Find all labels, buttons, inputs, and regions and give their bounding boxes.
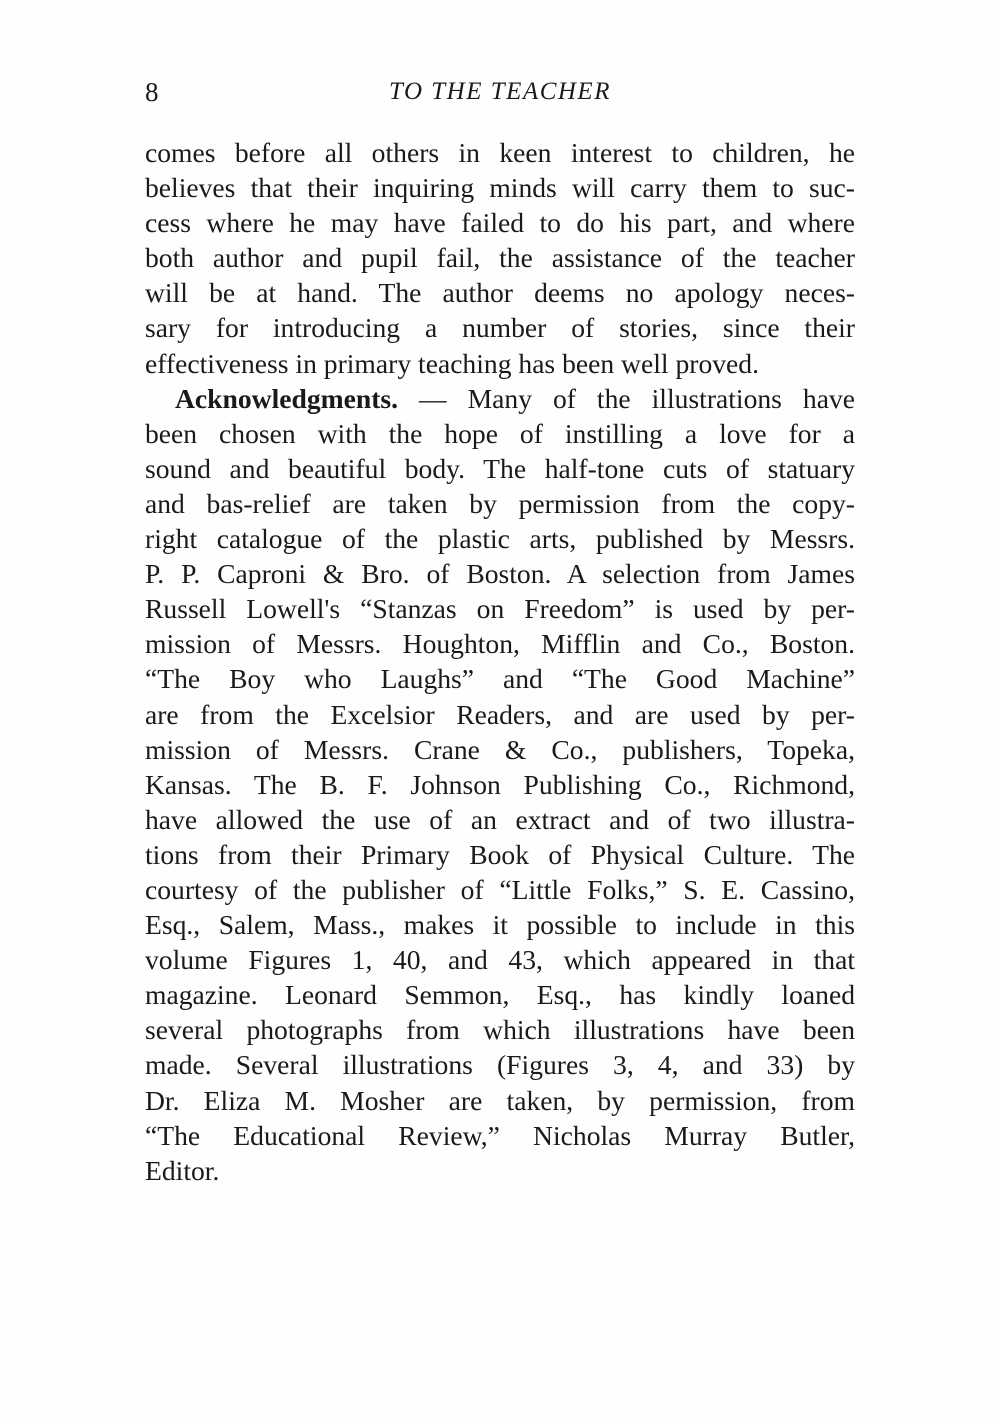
- text-line: volume Figures 1, 40, and 43, which appeared in that: [145, 944, 855, 976]
- text-line: Editor.: [145, 1154, 220, 1186]
- text-line: “The Educational Review,” Nicholas Murray Butler,: [145, 1119, 855, 1151]
- text-line: have allowed the use of an extract and of two illustra-: [145, 803, 855, 835]
- text-line: sound and beautiful body. The half-tone cuts of statuary: [145, 452, 855, 484]
- acknowledgments-first-line: — Many of the illustrations have: [419, 382, 855, 414]
- text-line: cess where he may have failed to do his part, and where: [145, 207, 855, 239]
- text-line: sary for introducing a number of stories, since their: [145, 312, 855, 344]
- text-line: magazine. Leonard Semmon, Esq., has kindly loaned: [145, 979, 855, 1011]
- body-text: [145, 135, 855, 1188]
- text-line: right catalogue of the plastic arts, published by Messrs.: [145, 523, 855, 555]
- text-line: will be at hand. The author deems no apology neces-: [145, 277, 855, 309]
- text-line: mission of Messrs. Houghton, Mifflin and Co., Boston.: [145, 628, 855, 660]
- text-line: mission of Messrs. Crane & Co., publishers, Topeka,: [145, 733, 855, 765]
- text-line: courtesy of the publisher of “Little Folks,” S. E. Cassino,: [145, 873, 855, 905]
- text-line: and bas-relief are taken by permission from the copy-: [145, 487, 855, 519]
- text-line: tions from their Primary Book of Physical Culture. The: [145, 838, 855, 870]
- running-title: TO THE TEACHER: [389, 78, 611, 105]
- text-line: “The Boy who Laughs” and “The Good Machine”: [145, 663, 855, 695]
- running-head: [145, 74, 855, 114]
- text-line: P. P. Caproni & Bro. of Boston. A selection from James: [145, 558, 855, 590]
- text-line: been chosen with the hope of instilling a love for a: [145, 417, 855, 449]
- text-line: Kansas. The B. F. Johnson Publishing Co., Richmond,: [145, 768, 855, 800]
- page-number: 8: [145, 77, 159, 107]
- text-line: believes that their inquiring minds will carry them to suc-: [145, 172, 855, 204]
- text-line: effectiveness in primary teaching has been well proved.: [145, 347, 759, 379]
- text-line: comes before all others in keen interest to children, he: [145, 137, 855, 168]
- paragraph-acknowledgments: [145, 381, 855, 1188]
- text-line: [145, 381, 855, 416]
- text-line: Esq., Salem, Mass., makes it possible to include in this: [145, 909, 855, 941]
- text-line: made. Several illustrations (Figures 3, 4, and 33) by: [145, 1049, 855, 1081]
- text-line: Russell Lowell's “Stanzas on Freedom” is used by per-: [145, 593, 855, 625]
- text-line: several photographs from which illustrations have been: [145, 1014, 855, 1046]
- text-line: Dr. Eliza M. Mosher are taken, by permission, from: [145, 1084, 855, 1116]
- text-line: both author and pupil fail, the assistance of the teacher: [145, 242, 855, 274]
- acknowledgments-heading: Acknowledgments.: [175, 382, 399, 414]
- paragraph-intro: [145, 135, 855, 381]
- text-line: are from the Excelsior Readers, and are used by per-: [145, 698, 855, 730]
